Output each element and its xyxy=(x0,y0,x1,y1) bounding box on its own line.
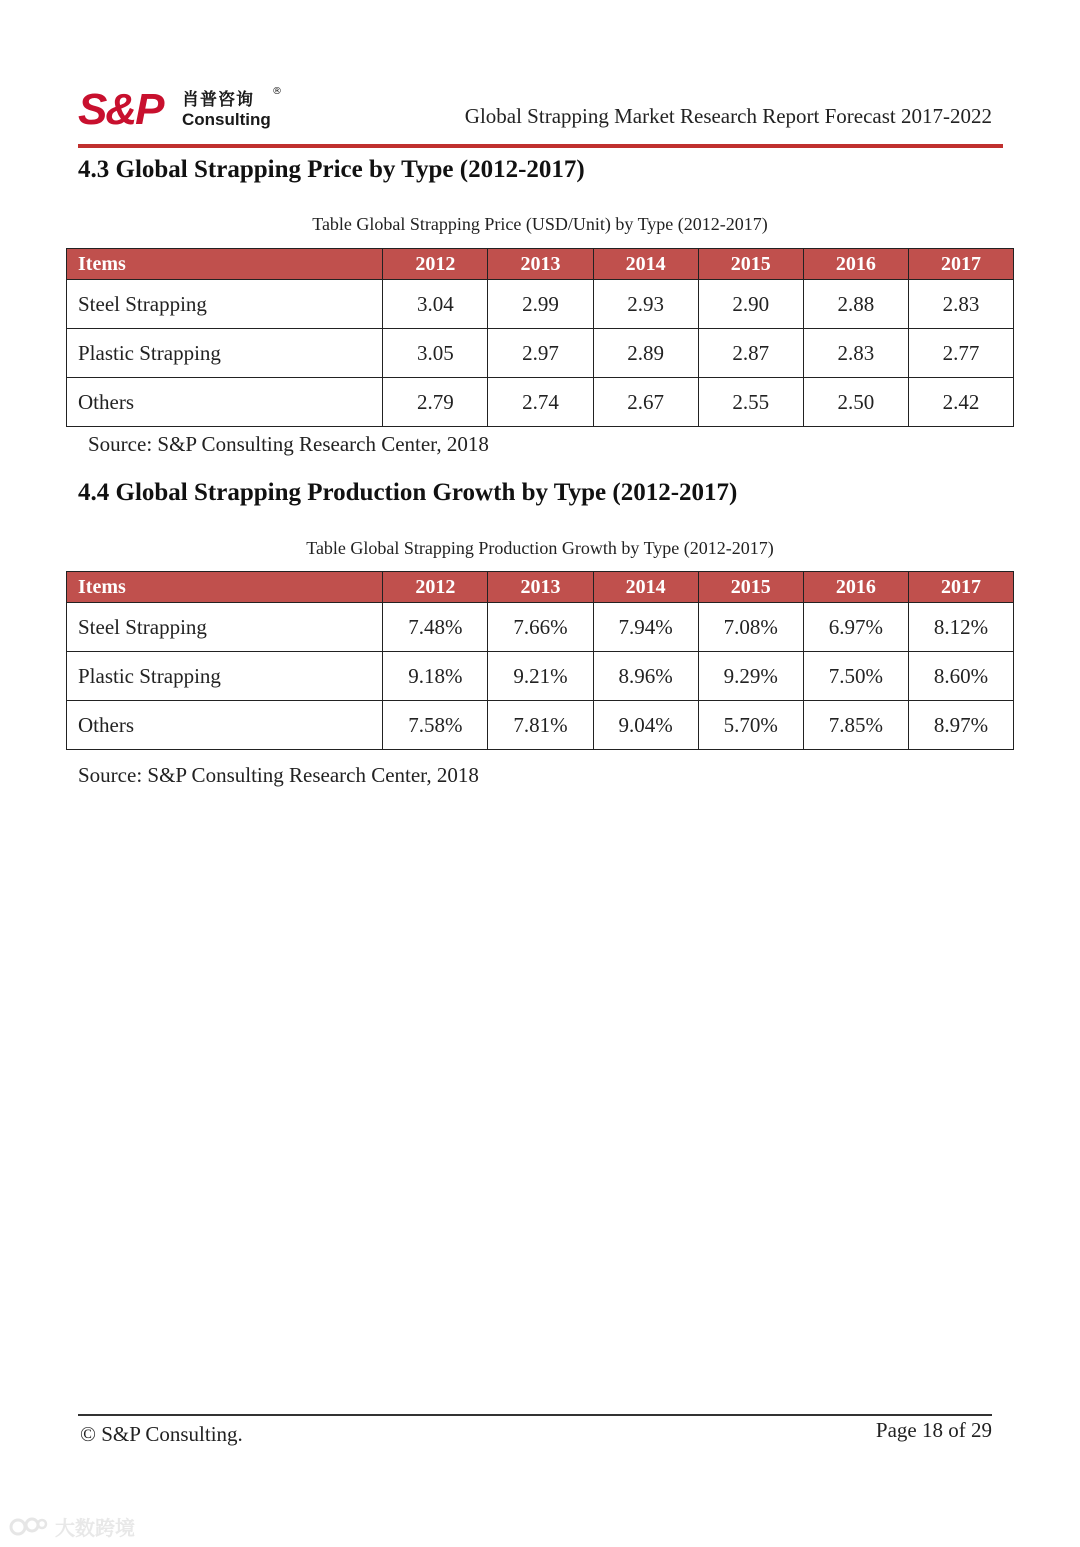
column-header: 2013 xyxy=(488,249,593,280)
table-cell: 9.18% xyxy=(383,652,488,701)
table-caption-growth: Table Global Strapping Production Growth by Type (2012-2017) xyxy=(306,538,774,558)
footer-divider xyxy=(78,1414,992,1416)
table-cell: 2.55 xyxy=(698,378,803,427)
table-cell: 7.85% xyxy=(803,701,908,750)
table-cell: 2.89 xyxy=(593,329,698,378)
table-cell: 2.77 xyxy=(908,329,1013,378)
table-cell: 7.08% xyxy=(698,603,803,652)
row-label: Plastic Strapping xyxy=(67,329,383,378)
table-cell: 2.88 xyxy=(803,280,908,329)
table-cell: 2.74 xyxy=(488,378,593,427)
section-heading-growth: 4.4 Global Strapping Production Growth by Type (2012-2017) xyxy=(78,479,738,506)
row-label: Steel Strapping xyxy=(67,603,383,652)
report-title: Global Strapping Market Research Report Forecast 2017-2022 xyxy=(464,104,992,128)
table-cell: 7.81% xyxy=(488,701,593,750)
company-logo xyxy=(78,86,283,134)
table-cell: 2.87 xyxy=(698,329,803,378)
column-header: Items xyxy=(67,249,383,280)
table-cell: 7.48% xyxy=(383,603,488,652)
table-cell: 2.42 xyxy=(908,378,1013,427)
column-header: 2013 xyxy=(488,572,593,603)
copyright-notice: © S&P Consulting. xyxy=(80,1422,243,1446)
table-cell: 7.58% xyxy=(383,701,488,750)
table-cell: 8.96% xyxy=(593,652,698,701)
row-label: Others xyxy=(67,701,383,750)
table-cell: 5.70% xyxy=(698,701,803,750)
table-caption-price: Table Global Strapping Price (USD/Unit) by Type (2012-2017) xyxy=(312,214,768,234)
table-cell: 9.29% xyxy=(698,652,803,701)
table-cell: 2.67 xyxy=(593,378,698,427)
watermark xyxy=(8,1512,135,1540)
column-header: 2016 xyxy=(803,249,908,280)
table-cell: 3.05 xyxy=(383,329,488,378)
section-heading-price: 4.3 Global Strapping Price by Type (2012-2017) xyxy=(78,156,585,183)
watermark-logo-icon xyxy=(8,1515,48,1544)
table-row xyxy=(67,329,1014,378)
logo-registered-mark: ® xyxy=(272,86,282,97)
price-table xyxy=(66,248,1014,427)
table-cell: 2.90 xyxy=(698,280,803,329)
table-row xyxy=(67,603,1014,652)
column-header: 2017 xyxy=(908,572,1013,603)
table-row xyxy=(67,652,1014,701)
table-cell: 2.79 xyxy=(383,378,488,427)
table-cell: 7.50% xyxy=(803,652,908,701)
logo-mark: S&P xyxy=(78,85,163,134)
table-cell: 2.50 xyxy=(803,378,908,427)
table-cell: 7.66% xyxy=(488,603,593,652)
column-header: 2017 xyxy=(908,249,1013,280)
page-number: Page 18 of 29 xyxy=(875,1418,992,1442)
table-cell: 8.97% xyxy=(908,701,1013,750)
column-header: 2014 xyxy=(593,572,698,603)
table-row xyxy=(67,280,1014,329)
table-cell: 3.04 xyxy=(383,280,488,329)
table-header-row xyxy=(67,249,1014,280)
source-note-growth: Source: S&P Consulting Research Center, 2018 xyxy=(78,763,479,787)
table-cell: 6.97% xyxy=(803,603,908,652)
table-cell: 2.83 xyxy=(803,329,908,378)
table-cell: 2.97 xyxy=(488,329,593,378)
table-header-row xyxy=(67,572,1014,603)
column-header: Items xyxy=(67,572,383,603)
table-cell: 9.04% xyxy=(593,701,698,750)
table-cell: 2.99 xyxy=(488,280,593,329)
table-row xyxy=(67,378,1014,427)
logo-chinese-name: 肖普咨询 xyxy=(182,90,254,110)
header-divider xyxy=(78,144,1003,148)
table-cell: 7.94% xyxy=(593,603,698,652)
table-cell: 8.60% xyxy=(908,652,1013,701)
row-label: Others xyxy=(67,378,383,427)
row-label: Plastic Strapping xyxy=(67,652,383,701)
column-header: 2012 xyxy=(383,572,488,603)
table-cell: 9.21% xyxy=(488,652,593,701)
column-header: 2015 xyxy=(698,572,803,603)
column-header: 2014 xyxy=(593,249,698,280)
logo-english-name: Consulting xyxy=(182,110,271,129)
table-cell: 8.12% xyxy=(908,603,1013,652)
table-row xyxy=(67,701,1014,750)
column-header: 2016 xyxy=(803,572,908,603)
watermark-text: 大数跨境 xyxy=(54,1516,135,1540)
growth-table xyxy=(66,571,1014,750)
column-header: 2012 xyxy=(383,249,488,280)
source-note-price: Source: S&P Consulting Research Center, 2018 xyxy=(88,432,489,456)
column-header: 2015 xyxy=(698,249,803,280)
row-label: Steel Strapping xyxy=(67,280,383,329)
table-cell: 2.93 xyxy=(593,280,698,329)
table-cell: 2.83 xyxy=(908,280,1013,329)
